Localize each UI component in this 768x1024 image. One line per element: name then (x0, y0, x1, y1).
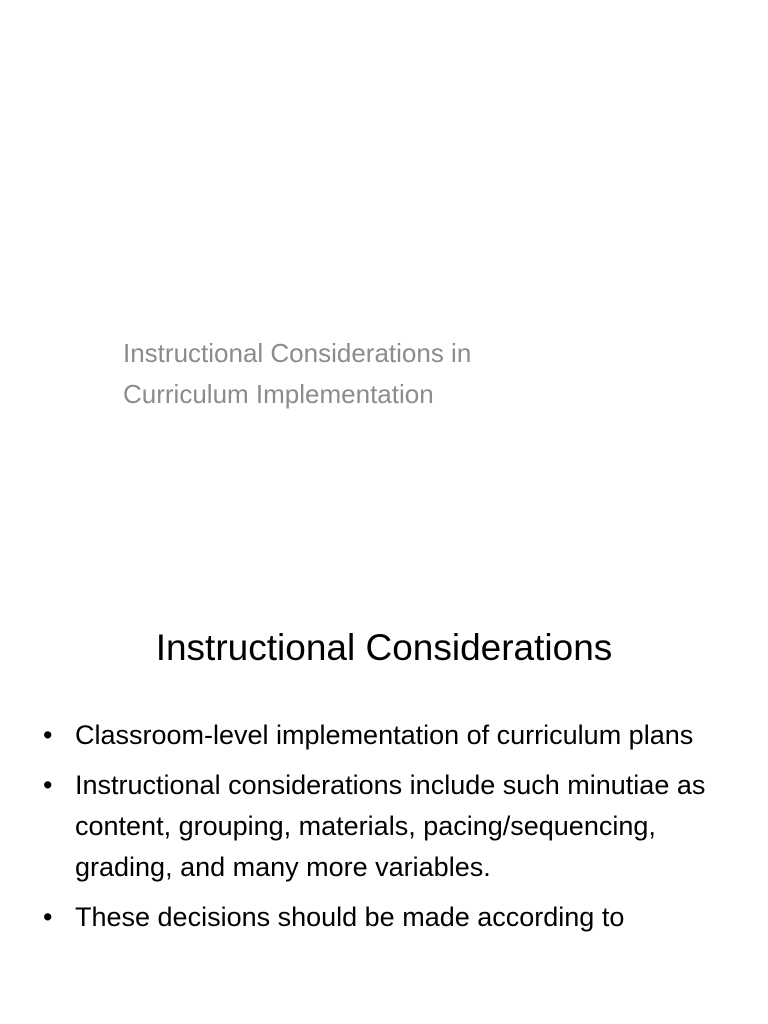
bullet-text: Instructional considerations include such minutiae as content, grouping, materials, pacing/sequencing, grading, and many more variables. (75, 770, 706, 882)
bullet-item (0, 715, 768, 756)
bullet-item (0, 897, 768, 938)
bullet-icon: • (43, 720, 53, 750)
slide-subtitle (123, 333, 683, 415)
bullet-icon: • (43, 770, 53, 800)
bullet-icon: • (43, 902, 53, 932)
bullet-text: These decisions should be made according to (75, 902, 625, 932)
subtitle-line-1: Instructional Considerations in (123, 338, 472, 368)
bullet-list (0, 715, 768, 947)
bullet-text: Classroom-level implementation of curriculum plans (75, 720, 694, 750)
bullet-item (0, 765, 768, 888)
slide-title: Instructional Considerations (155, 627, 613, 668)
content-slide (0, 576, 768, 1024)
subtitle-line-2: Curriculum Implementation (123, 379, 434, 409)
